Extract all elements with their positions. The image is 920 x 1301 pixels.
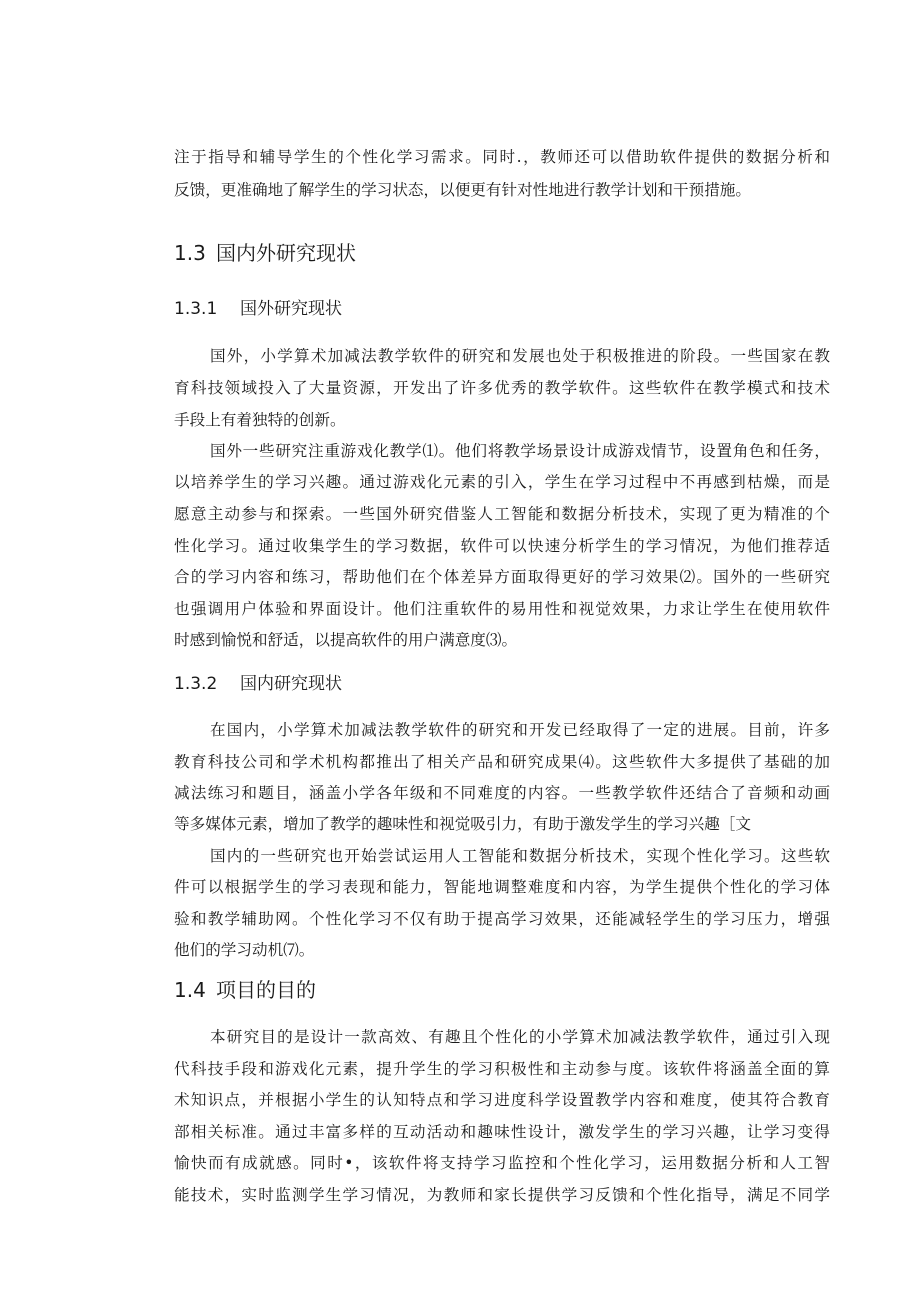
paragraph-line: 在国内，小学算术加减法教学软件的研究和开发已经取得了一定的进展。目前，许多 <box>210 721 830 739</box>
paragraph-line: 等多媒体元素，增加了教学的趣味性和视觉吸引力，有助于激发学生的学习兴趣［文 <box>174 815 751 833</box>
paragraph-line: 减法练习和题目，涵盖小学各年级和不同难度的内容。一些教学软件还结合了音频和动画 <box>174 784 830 802</box>
paragraph-line: 育科技领域投入了大量资源，开发出了许多优秀的教学软件。这些软件在教学模式和技术 <box>174 379 830 397</box>
section-title: 项目的目的 <box>216 978 316 1002</box>
paragraph-line: 国外，小学算术加减法教学软件的研究和发展也处于积极推进的阶段。一些国家在教 <box>210 347 830 365</box>
paragraph-line: 他们的学习动机⑺。 <box>174 941 315 959</box>
subsection-heading-1-3-1 <box>174 298 342 320</box>
paragraph-line: 教育科技公司和学术机构都推出了相关产品和研究成果⑷。这些软件大多提供了基础的加 <box>174 753 830 771</box>
paragraph-line: 国内的一些研究也开始尝试运用人工智能和数据分析技术，实现个性化学习。这些软 <box>210 847 830 865</box>
paragraph-line: 合的学习内容和练习，帮助他们在个体差异方面取得更好的学习效果⑵。国外的一些研究 <box>174 568 830 586</box>
subsection-number: 1.3.1 <box>174 299 218 319</box>
paragraph-line: 国外一些研究注重游戏化教学⑴。他们将教学场景设计成游戏情节，设置角色和任务， <box>210 442 830 460</box>
paragraph-line: 时感到愉悦和舒适，以提高软件的用户满意度⑶。 <box>174 631 518 649</box>
paragraph-line: 性化学习。通过收集学生的学习数据，软件可以快速分析学生的学习情况，为他们推荐适 <box>174 537 830 555</box>
paragraph-line: 愿意主动参与和探索。一些国外研究借鉴人工智能和数据分析技术，实现了更为精准的个 <box>174 505 830 523</box>
paragraph-line: 件可以根据学生的学习表现和能力，智能地调整难度和内容，为学生提供个性化的学习体 <box>174 878 830 896</box>
section-heading-1-3 <box>174 240 356 266</box>
paragraph-line: 以培养学生的学习兴趣。通过游戏化元素的引入，学生在学习过程中不再感到枯燥，而是 <box>174 473 830 491</box>
section-number: 1.4 <box>174 978 206 1002</box>
paragraph-line: 本研究目的是设计一款高效、有趣且个性化的小学算术加减法教学软件，通过引入现 <box>210 1028 830 1046</box>
paragraph-line: 能技术，实时监测学生学习情况，为教师和家长提供学习反馈和个性化指导，满足不同学 <box>174 1186 830 1204</box>
paragraph-line: 术知识点，并根据小学生的认知特点和学习进度科学设置教学内容和难度，使其符合教育 <box>174 1091 830 1109</box>
section-title: 国内外研究现状 <box>216 241 356 265</box>
subsection-title: 国外研究现状 <box>240 299 342 319</box>
subsection-title: 国内研究现状 <box>240 674 342 694</box>
paragraph-line: 验和教学辅助网。个性化学习不仅有助于提高学习效果，还能减轻学生的学习压力，增强 <box>174 910 830 928</box>
section-number: 1.3 <box>174 241 206 265</box>
paragraph-line: 代科技手段和游戏化元素，提升学生的学习积极性和主动参与度。该软件将涵盖全面的算 <box>174 1060 830 1078</box>
paragraph-line: 也强调用户体验和界面设计。他们注重软件的易用性和视觉效果，力求让学生在使用软件 <box>174 600 830 618</box>
paragraph-line: 部相关标准。通过丰富多样的互动活动和趣味性设计，激发学生的学习兴趣，让学习变得 <box>174 1123 830 1141</box>
paragraph-line: 愉快而有成就感。同时•，该软件将支持学习监控和个性化学习，运用数据分析和人工智 <box>174 1154 830 1172</box>
subsection-number: 1.3.2 <box>174 674 218 694</box>
section-heading-1-4 <box>174 977 316 1003</box>
intro-line: 注于指导和辅导学生的个性化学习需求。同时.，教师还可以借助软件提供的数据分析和 <box>174 148 830 166</box>
intro-line: 反馈，更准确地了解学生的学习状态，以便更有针对性地进行教学计划和干预措施。 <box>174 181 751 199</box>
subsection-heading-1-3-2 <box>174 673 342 695</box>
paragraph-line: 手段上有着独特的创新。 <box>174 411 346 429</box>
